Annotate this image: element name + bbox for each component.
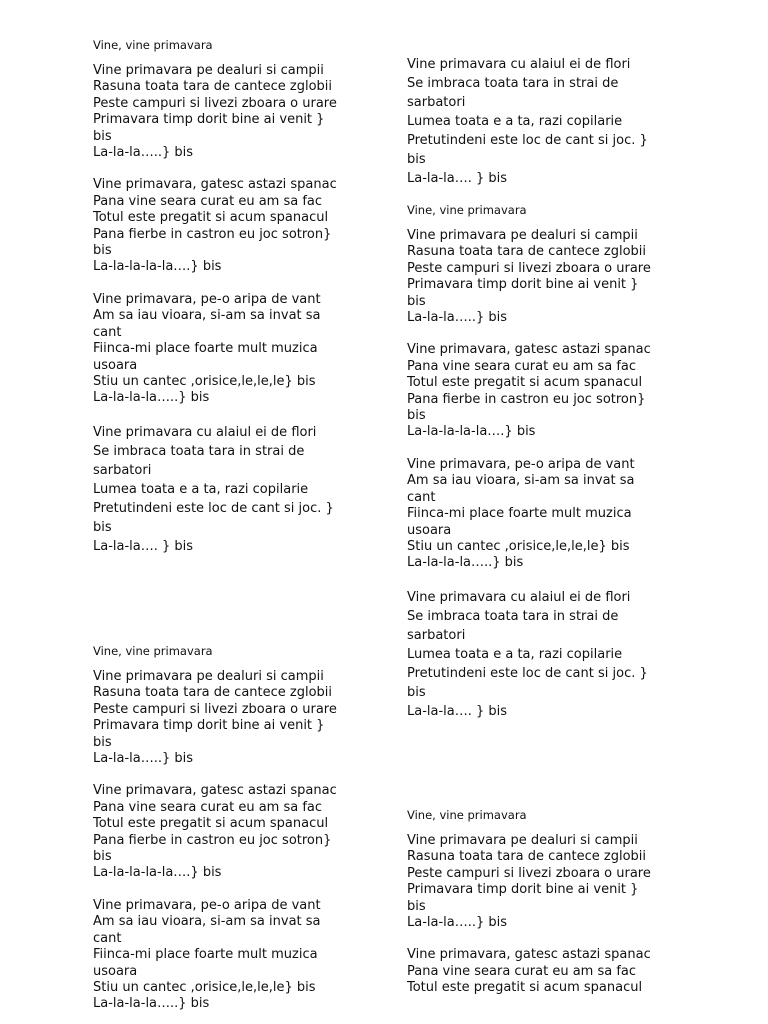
stanza-4	[407, 588, 697, 721]
lyric-line: bis	[407, 293, 426, 309]
stanza-3	[93, 292, 383, 407]
stanza-1	[93, 669, 383, 767]
lyric-line: Totul este pregatit si acum spanacul	[407, 375, 643, 391]
lyric-line: Peste campuri si livezi zboara o urare	[93, 701, 337, 717]
lyric-line: Pretutindeni este loc de cant si joc. }	[407, 665, 648, 681]
stanza-1	[407, 833, 697, 931]
lyric-line: Rasuna toata tara de cantece zglobii	[407, 849, 647, 865]
lyric-line: bis	[93, 243, 112, 259]
lyric-line: Vine primavara, gatesc astazi spanac	[407, 947, 651, 963]
lyric-line: Vine primavara cu alaiul ei de flori	[93, 424, 317, 440]
lyric-line: bis	[407, 898, 426, 914]
stanza-2	[93, 783, 383, 881]
lyric-line: Am sa iau vioara, si-am sa invat sa	[93, 308, 321, 324]
stanza-2	[93, 177, 383, 275]
lyric-line: Stiu un cantec ,orisice,le,le,le} bis	[93, 373, 316, 389]
lyric-line: Primavara timp dorit bine ai venit }	[93, 112, 325, 128]
lyric-line: Fiinca-mi place foarte mult muzica	[93, 341, 318, 357]
lyric-line: Pretutindeni este loc de cant si joc. }	[93, 500, 334, 516]
lyric-line: Stiu un cantec ,orisice,le,le,le} bis	[93, 979, 316, 995]
song-copy-right-bottom	[407, 808, 697, 997]
lyric-line: La-la-la…. } bis	[93, 538, 194, 554]
lyric-line: cant	[93, 324, 122, 340]
lyric-line: Pana fierbe in castron eu joc sotron}	[93, 832, 332, 848]
song-copy-left-top	[93, 38, 383, 556]
lyric-line: usoara	[93, 963, 138, 979]
lyric-line: La-la-la…..} bis	[407, 310, 508, 326]
lyric-line: Pana vine seara curat eu am sa fac	[407, 963, 637, 979]
lyric-line: Lumea toata e a ta, razi copilarie	[407, 114, 623, 129]
lyric-line: Vine primavara, pe-o aripa de vant	[93, 897, 321, 913]
lyric-line: La-la-la…. } bis	[407, 703, 508, 719]
lyric-line: Vine primavara, pe-o aripa de vant	[407, 456, 635, 472]
stanza-4	[93, 423, 383, 556]
stanza-4	[407, 55, 697, 188]
lyric-line: Pana vine seara curat eu am sa fac	[407, 358, 637, 374]
lyric-line: Totul este pregatit si acum spanacul	[93, 210, 329, 226]
lyric-line: Vine primavara cu alaiul ei de flori	[407, 57, 631, 72]
lyric-line: Vine primavara, gatesc astazi spanac	[407, 342, 651, 358]
song-copy-left-bottom	[93, 644, 383, 1013]
lyric-line: cant	[93, 930, 122, 946]
song-title: Vine, vine primavara	[407, 808, 527, 822]
lyric-line: Vine primavara, pe-o aripa de vant	[93, 291, 321, 307]
lyric-line: Rasuna toata tara de cantece zglobii	[93, 79, 333, 95]
lyric-line: Vine primavara pe dealuri si campii	[93, 669, 324, 684]
lyric-line: Stiu un cantec ,orisice,le,le,le} bis	[407, 538, 630, 554]
lyric-line: Am sa iau vioara, si-am sa invat sa	[407, 473, 635, 489]
lyric-line: Lumea toata e a ta, razi copilarie	[93, 481, 309, 497]
lyric-line: Totul este pregatit si acum spanacul	[93, 816, 329, 832]
lyric-line: Primavara timp dorit bine ai venit }	[93, 718, 325, 734]
lyric-line: Vine primavara pe dealuri si campii	[93, 63, 324, 78]
lyric-line: La-la-la…..} bis	[407, 915, 508, 931]
lyric-line: La-la-la-la…..} bis	[93, 996, 210, 1012]
song-title: Vine, vine primavara	[407, 203, 527, 217]
lyric-line: La-la-la-la-la….} bis	[93, 259, 222, 275]
lyric-line: bis	[93, 734, 112, 750]
lyric-line: Totul este pregatit si acum spanacul	[407, 980, 643, 996]
lyric-line: Vine primavara, gatesc astazi spanac	[93, 783, 337, 799]
lyric-line: La-la-la-la-la….} bis	[93, 865, 222, 881]
stanza-3	[93, 898, 383, 1013]
lyric-line: La-la-la…..} bis	[93, 145, 194, 161]
lyric-line: Pretutindeni este loc de cant si joc. }	[407, 133, 648, 148]
lyric-line: Pana vine seara curat eu am sa fac	[93, 193, 323, 209]
stanza-2	[407, 342, 697, 440]
lyric-line: bis	[93, 519, 112, 535]
stanza-1	[93, 63, 383, 161]
lyric-line: cant	[407, 489, 436, 505]
lyric-line: Am sa iau vioara, si-am sa invat sa	[93, 914, 321, 930]
song-copy-right-top-continuation	[407, 55, 697, 188]
lyric-line: Primavara timp dorit bine ai venit }	[407, 277, 639, 293]
stanza-1	[407, 228, 697, 326]
lyric-line: bis	[407, 408, 426, 424]
lyric-line: La-la-la…..} bis	[93, 751, 194, 767]
lyric-line: Se imbraca toata tara in strai de	[407, 608, 619, 624]
lyric-line: Peste campuri si livezi zboara o urare	[407, 260, 651, 276]
stanza-2-partial	[407, 947, 697, 996]
lyric-line: Peste campuri si livezi zboara o urare	[407, 865, 651, 881]
lyric-line: Pana fierbe in castron eu joc sotron}	[407, 391, 646, 407]
lyric-line: usoara	[93, 357, 138, 373]
lyric-line: Pana vine seara curat eu am sa fac	[93, 799, 323, 815]
lyric-line: La-la-la-la…..} bis	[407, 555, 524, 571]
lyric-line: Peste campuri si livezi zboara o urare	[93, 95, 337, 111]
lyric-line: sarbatori	[407, 95, 466, 110]
lyric-line: Fiinca-mi place foarte mult muzica	[407, 506, 632, 522]
stanza-3	[407, 457, 697, 572]
lyric-line: usoara	[407, 522, 452, 538]
lyric-line: Rasuna toata tara de cantece zglobii	[407, 244, 647, 260]
lyric-line: Lumea toata e a ta, razi copilarie	[407, 646, 623, 662]
lyric-line: bis	[407, 684, 426, 700]
lyric-line: Vine primavara pe dealuri si campii	[407, 833, 638, 848]
lyric-line: sarbatori	[407, 627, 466, 643]
lyric-line: Se imbraca toata tara in strai de	[93, 443, 305, 459]
song-copy-right-middle	[407, 203, 697, 721]
song-title: Vine, vine primavara	[93, 38, 213, 52]
lyric-line: bis	[93, 849, 112, 865]
lyric-line: Fiinca-mi place foarte mult muzica	[93, 947, 318, 963]
lyric-line: La-la-la-la…..} bis	[93, 390, 210, 406]
song-title: Vine, vine primavara	[93, 644, 213, 658]
lyric-line: Vine primavara cu alaiul ei de flori	[407, 589, 631, 605]
lyric-line: sarbatori	[93, 462, 152, 478]
lyric-line: bis	[407, 152, 426, 167]
lyric-line: Pana fierbe in castron eu joc sotron}	[93, 226, 332, 242]
lyric-line: Se imbraca toata tara in strai de	[407, 76, 619, 91]
lyric-line: Rasuna toata tara de cantece zglobii	[93, 685, 333, 701]
lyric-line: Vine primavara pe dealuri si campii	[407, 228, 638, 243]
lyric-line: Primavara timp dorit bine ai venit }	[407, 882, 639, 898]
lyric-line: bis	[93, 128, 112, 144]
lyric-line: La-la-la-la-la….} bis	[407, 424, 536, 440]
lyric-line: La-la-la…. } bis	[407, 171, 508, 186]
lyric-line: Vine primavara, gatesc astazi spanac	[93, 177, 337, 193]
